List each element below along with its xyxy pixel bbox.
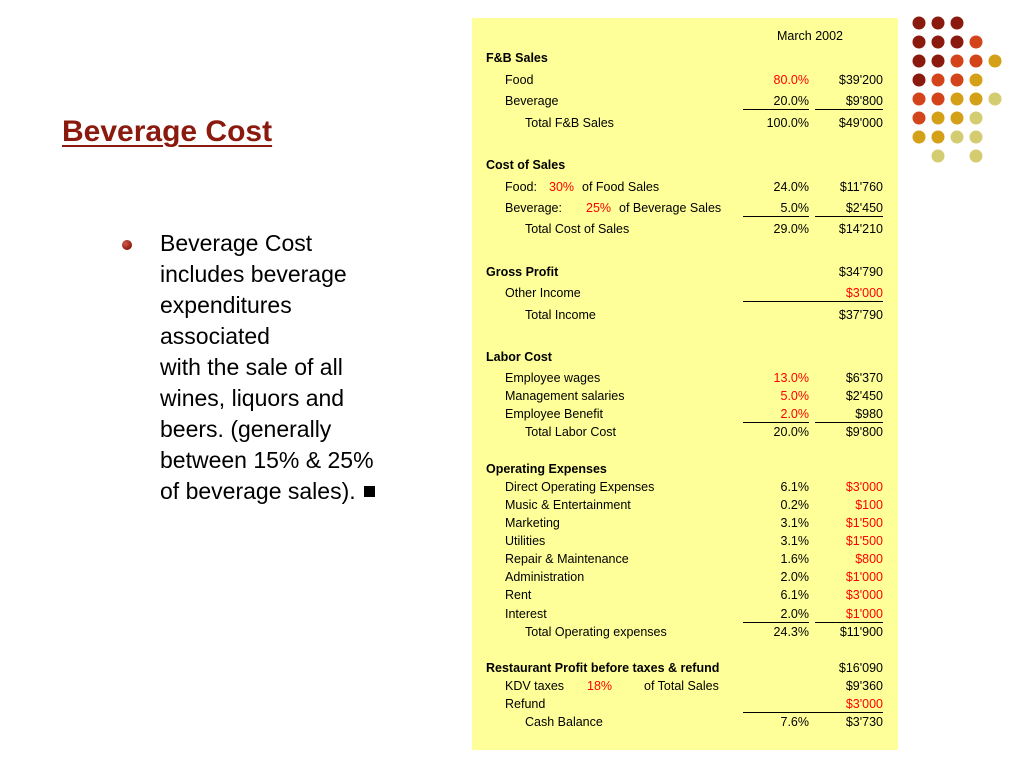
statement-row [472, 405, 898, 423]
row-rate-suffix: of Total Sales [644, 679, 719, 693]
row-percent: 80.0% [773, 73, 809, 87]
statement-row [472, 496, 898, 514]
statement-row [472, 550, 898, 568]
row-label: Total F&B Sales [525, 116, 614, 130]
row-percent: 20.0% [773, 94, 809, 108]
row-amount: $3'000 [845, 588, 883, 602]
section-header-row [472, 156, 898, 174]
statement-row [472, 514, 898, 532]
statement-row [472, 478, 898, 496]
row-percent: 29.0% [773, 222, 809, 236]
row-label: Food [505, 73, 534, 87]
decor-dot-icon [951, 36, 964, 49]
row-amount: $14'210 [838, 222, 883, 236]
row-amount: $37'790 [838, 308, 883, 322]
section-header-row [472, 348, 898, 366]
row-label: Food: [505, 180, 537, 194]
decor-dot-icon [913, 74, 926, 87]
total-row [472, 220, 898, 238]
row-amount: $2'450 [845, 201, 883, 215]
row-amount: $34'790 [838, 265, 883, 279]
bullet-line-text: of beverage sales). [160, 478, 356, 504]
section-title: Operating Expenses [486, 462, 607, 476]
row-label: Utilities [505, 534, 546, 548]
bullet-line: with the sale of all [160, 354, 343, 380]
section-title: Restaurant Profit before taxes & refund [486, 661, 720, 675]
bullet-line: includes beverage [160, 261, 347, 287]
row-percent: 3.1% [780, 534, 809, 548]
row-rate: 30% [549, 180, 575, 194]
row-amount: $49'000 [838, 116, 883, 130]
decor-dot-icon [989, 93, 1002, 106]
row-amount: $11'760 [839, 180, 883, 194]
row-label: Beverage [505, 94, 559, 108]
row-label: Administration [505, 570, 585, 584]
column-header-row [472, 27, 898, 45]
row-percent: 2.0% [780, 407, 809, 421]
decor-dot-icon [932, 150, 945, 163]
section-title: Cost of Sales [486, 158, 566, 172]
decor-dot-icon [970, 112, 983, 125]
row-amount: $9'800 [845, 425, 883, 439]
bullet-line: beers. (generally [160, 416, 332, 442]
section-header-row [472, 263, 898, 281]
row-label: Music & Entertainment [505, 498, 631, 512]
row-amount: $800 [855, 552, 883, 566]
row-amount: $980 [855, 407, 883, 421]
row-amount: $1'500 [845, 516, 883, 530]
row-percent: 7.6% [780, 715, 809, 729]
bullet-line: associated [160, 323, 270, 349]
row-percent: 20.0% [773, 425, 809, 439]
decor-dot-icon [913, 17, 926, 30]
row-percent: 2.0% [780, 570, 809, 584]
decor-dot-icon [970, 131, 983, 144]
decor-dot-icon [913, 93, 926, 106]
row-amount: $39'200 [838, 73, 883, 87]
row-amount: $16'090 [838, 661, 883, 675]
section-header-row [472, 49, 898, 67]
row-percent: 6.1% [780, 480, 809, 494]
decor-dot-icon [970, 36, 983, 49]
row-label: Total Labor Cost [525, 425, 617, 439]
row-label: Employee Benefit [505, 407, 603, 421]
statement-row [472, 178, 898, 196]
row-amount: $3'000 [845, 286, 883, 300]
total-row [472, 114, 898, 132]
row-amount: $9'360 [845, 679, 883, 693]
row-amount: $100 [855, 498, 883, 512]
decor-dot-icon [951, 93, 964, 106]
row-percent: 24.3% [773, 625, 809, 639]
decor-dot-icon [932, 93, 945, 106]
row-label: Other Income [505, 286, 581, 300]
row-amount: $1'500 [845, 534, 883, 548]
statement-row [472, 284, 898, 302]
decor-dot-icon [932, 112, 945, 125]
section-title: Labor Cost [486, 350, 552, 364]
row-percent: 6.1% [780, 588, 809, 602]
row-amount: $11'900 [839, 625, 883, 639]
row-label: Direct Operating Expenses [505, 480, 655, 494]
row-percent: 5.0% [780, 389, 809, 403]
decor-dot-icon [932, 17, 945, 30]
total-row [472, 306, 898, 324]
total-row [472, 423, 898, 441]
row-label: Beverage: [505, 201, 562, 215]
decor-dot-icon [951, 112, 964, 125]
bullet-line: wines, liquors and [160, 385, 345, 411]
row-percent: 24.0% [773, 180, 809, 194]
decor-dot-icon [913, 36, 926, 49]
row-label: Cash Balance [525, 715, 603, 729]
row-label: Employee wages [505, 371, 601, 385]
section-header-row [472, 659, 898, 677]
subtotal-rule [743, 109, 809, 110]
row-amount: $2'450 [845, 389, 883, 403]
row-percent: 5.0% [780, 201, 809, 215]
row-amount: $9'800 [845, 94, 883, 108]
row-label: Management salaries [505, 389, 625, 403]
row-percent: 1.6% [780, 552, 809, 566]
row-amount: $3'000 [845, 697, 883, 711]
decor-dot-icon [970, 55, 983, 68]
section-header-row [472, 460, 898, 478]
row-rate-suffix: of Food Sales [582, 180, 660, 194]
row-amount: $6'370 [845, 371, 883, 385]
row-percent: 2.0% [780, 607, 809, 621]
statement-row [472, 695, 898, 713]
decor-dot-icon [913, 55, 926, 68]
row-label: Rent [505, 588, 532, 602]
row-label: Interest [505, 607, 547, 621]
section-title: F&B Sales [486, 51, 548, 65]
row-label: Total Income [525, 308, 596, 322]
row-rate-suffix: of Beverage Sales [619, 201, 722, 215]
decor-dot-icon [932, 131, 945, 144]
decor-dot-icon [970, 74, 983, 87]
income-statement-panel [472, 18, 898, 750]
bullet-line: expenditures [160, 292, 292, 318]
row-percent: 100.0% [766, 116, 809, 130]
row-amount: $3'730 [845, 715, 883, 729]
decor-dot-icon [913, 131, 926, 144]
decor-dot-icon [951, 55, 964, 68]
row-percent: 13.0% [773, 371, 809, 385]
statement-row [472, 586, 898, 604]
row-percent: 0.2% [780, 498, 809, 512]
total-row [472, 713, 898, 731]
statement-row [472, 532, 898, 550]
row-percent: 3.1% [780, 516, 809, 530]
statement-row [472, 387, 898, 405]
row-amount: $3'000 [845, 480, 883, 494]
row-label: Marketing [505, 516, 560, 530]
slide-title: Beverage Cost [62, 115, 273, 148]
decor-dot-icon [970, 150, 983, 163]
period-header: March 2002 [777, 29, 844, 43]
decor-dot-icon [913, 112, 926, 125]
statement-row [472, 369, 898, 387]
decor-dot-icon [932, 74, 945, 87]
row-label: KDV taxes [505, 679, 565, 693]
row-amount: $1'000 [845, 570, 883, 584]
statement-row [472, 605, 898, 623]
statement-row [472, 199, 898, 217]
subtotal-rule [743, 301, 883, 302]
subtotal-rule [815, 216, 883, 217]
subtotal-rule [815, 109, 883, 110]
row-label: Repair & Maintenance [505, 552, 629, 566]
row-label: Total Cost of Sales [525, 222, 630, 236]
decor-dot-icon [951, 17, 964, 30]
row-label: Refund [505, 697, 546, 711]
bullet-line: between 15% & 25% [160, 447, 374, 473]
row-amount: $1'000 [845, 607, 883, 621]
decor-dot-icon [951, 74, 964, 87]
row-rate: 25% [586, 201, 612, 215]
decor-dot-icon [932, 36, 945, 49]
decor-dot-icon [989, 55, 1002, 68]
bullet-line: Beverage Cost [160, 230, 313, 256]
statement-row [472, 92, 898, 110]
statement-row [472, 71, 898, 89]
row-rate: 18% [587, 679, 613, 693]
statement-row [472, 568, 898, 586]
subtotal-rule [743, 216, 809, 217]
decor-dot-icon [951, 131, 964, 144]
decor-dot-icon [970, 93, 983, 106]
statement-row [472, 677, 898, 695]
row-label: Total Operating expenses [525, 625, 667, 639]
section-title: Gross Profit [486, 265, 559, 279]
decor-dot-icon [932, 55, 945, 68]
total-row [472, 623, 898, 641]
